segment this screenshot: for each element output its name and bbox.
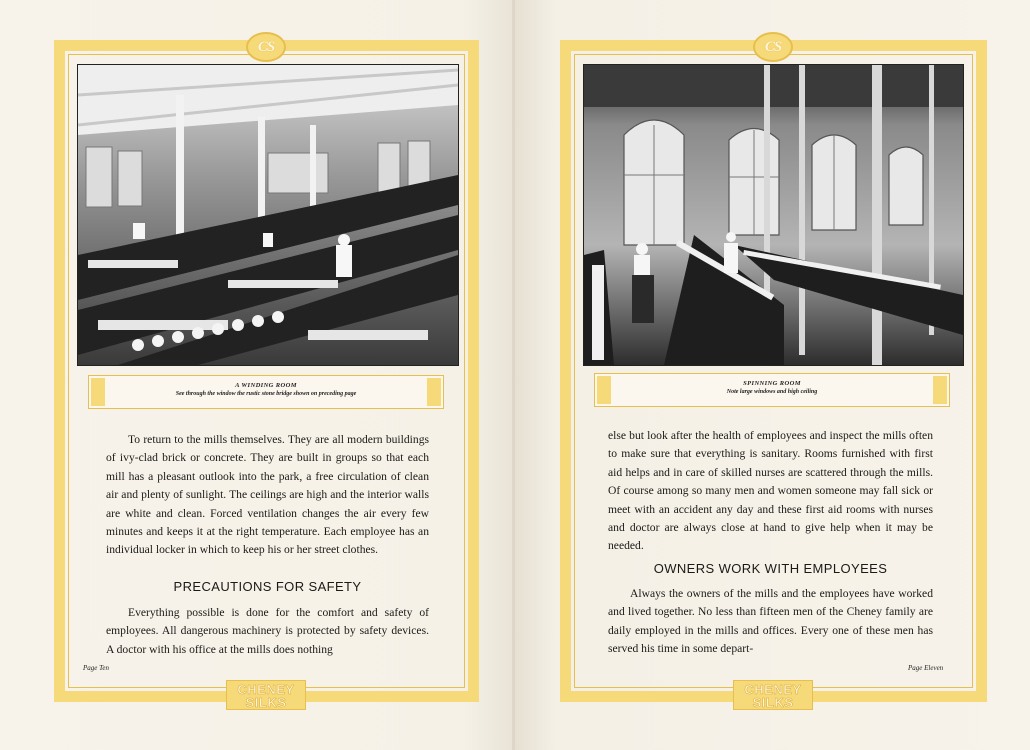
cheney-silks-wordmark: CHENEY SILKS	[226, 680, 306, 710]
winding-room-caption	[88, 375, 444, 409]
cheney-silks-wordmark: CHENEY SILKS	[733, 680, 813, 710]
right-body-paragraph-2: Always the owners of the mills and the employees have worked and lived together. No less than fifteen men of the Cheney family are daily employed in the mills and offices. Every one of these men has served his time in some depart-	[608, 587, 933, 656]
cs-monogram-logo: CS	[753, 32, 793, 62]
precautions-heading: PRECAUTIONS FOR SAFETY	[173, 579, 362, 594]
page-number-right: Page Eleven	[908, 664, 944, 672]
right-page	[515, 0, 1030, 750]
left-body-paragraph-2: Everything possible is done for the comfort and safety of employees. All dangerous machinery is protected by safety devices. A doctor with his office at the mills does nothing	[106, 606, 429, 656]
caption-subtitle: Note large windows and high ceiling	[726, 389, 818, 395]
left-body-paragraph-1: To return to the mills themselves. They are all modern buildings of ivy-clad brick or concrete. They are built in groups so that each mill has a pleasant outlook into the park, a free circulation of clean air and plenty of sunlight. The ceilings are high and the interior walls are white and clean. Forced ventilation changes the air every few minutes and keeps it at the right temperature. Each employee has an individual locker in which to keep his or her street clothes.	[106, 433, 429, 557]
caption-title: SPINNING ROOM	[743, 380, 801, 387]
caption-title: A WINDING ROOM	[235, 382, 297, 389]
caption-subtitle: See through the window the rustic stone bridge shown on preceding page	[175, 391, 357, 397]
winding-room-photo	[77, 64, 459, 366]
right-body-paragraph-1: else but look after the health of employees and inspect the mills often to make sure that everything is sanitary. Rooms furnished with first aid helps and in care of skilled nurses are scattered through the mills. Of course among so many men and women someone may fall sick or meet with an accident any day and these first aid rooms with nurses and doctor are always close at hand to give help when it may be needed.	[608, 429, 933, 553]
owners-heading: OWNERS WORK WITH EMPLOYEES	[653, 561, 888, 576]
spinning-room-photo	[583, 64, 964, 366]
spinning-room-caption	[594, 373, 950, 407]
page-number-left: Page Ten	[83, 664, 109, 672]
cs-monogram-logo: CS	[246, 32, 286, 62]
